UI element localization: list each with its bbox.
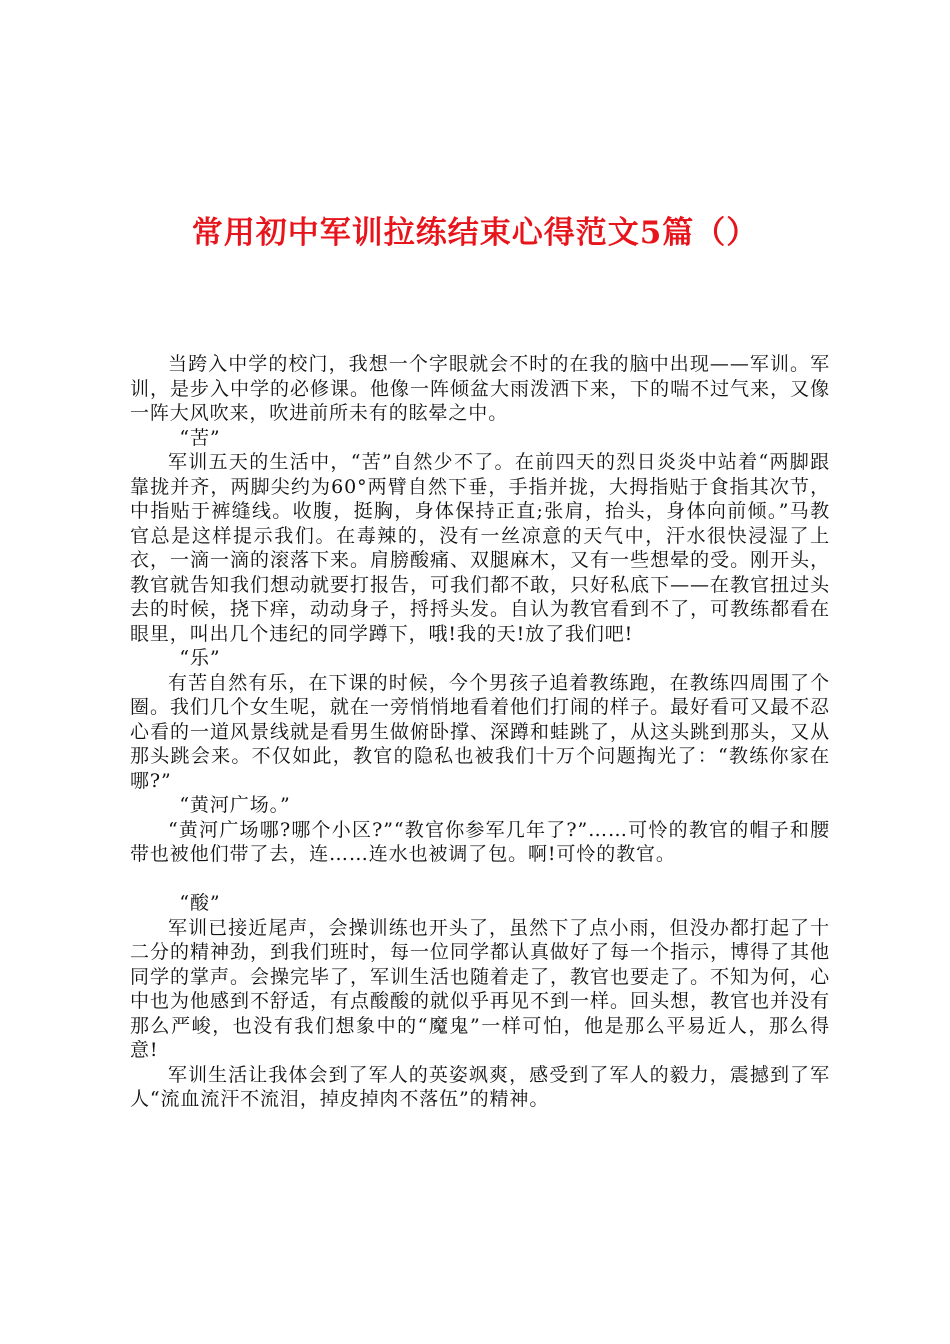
document-body: [130, 352, 830, 1112]
blank-line: [130, 867, 830, 892]
paragraph: “黄河广场哪?哪个小区?”“教官你参军几年了?”……可怜的教官的帽子和腰带也被他们带了去，连……连水也被调了包。啊!可怜的教官。: [130, 818, 830, 865]
paragraph: 当跨入中学的校门，我想一个字眼就会不时的在我的脑中出现——军训。军训，是步入中学的必修课。他像一阵倾盆大雨泼洒下来，下的喘不过气来，又像一阵大风吹来，吹进前所未有的眩晕之中。: [130, 353, 830, 424]
paragraph: 军训五天的生活中，“苦”自然少不了。在前四天的烈日炎炎中站着“两脚跟靠拢并齐，两脚尖约为60°两臂自然下垂，手指并拢，大拇指贴于食指其次节，中指贴于裤缝线。收腹，挺胸，身体保持正直;张肩，抬头，身体向前倾。”马教官总是这样提示我们。在毒辣的，没有一丝凉意的天气中，汗水很快浸湿了上衣，一滴一滴的滚落下来。肩膀酸痛、双腿麻木，又有一些想晕的受。刚开头，教官就告知我们想动就要打报告，可我们都不敢，只好私底下——在教官扭过头去的时候，挠下痒，动动身子，捋捋头发。自认为教官看到不了，可教练都看在眼里，叫出几个违纪的同学蹲下，哦!我的天!放了我们吧!: [130, 451, 830, 645]
section-heading-le: “乐”: [179, 647, 221, 669]
paragraph: 军训已接近尾声，会操训练也开头了，虽然下了点小雨，但没办都打起了十二分的精神劲，到我们班时，每一位同学都认真做好了每一个指示，博得了其他同学的掌声。会操完毕了，军训生活也随着走了，教官也要走了。不知为何，心中也为他感到不舒适，有点酸酸的就似乎再见不到一样。回头想，教官也并没有那么严峻，也没有我们想象中的“魔鬼”一样可怕，他是那么平易近人，那么得意!: [130, 916, 830, 1061]
section-heading-ku: “苦”: [179, 426, 221, 449]
section-heading-suan: “酸”: [179, 892, 221, 914]
paragraph: 有苦自然有乐，在下课的时候，今个男孩子追着教练跑，在教练四周围了个圈。我们几个女生呢，就在一旁悄悄地看着他们打闹的样子。最好看可又最不忍心看的一道风景线就是看男生做俯卧撑、深蹲和蛙跳了，从这头跳到那头，又从那头跳会来。不仅如此，教官的隐私也被我们十万个问题掏光了：“教练你家在哪?”: [130, 671, 830, 792]
paragraph: 军训生活让我体会到了军人的英姿飒爽，感受到了军人的毅力，震撼到了军人“流血流汗不流泪，掉皮掉肉不落伍”的精神。: [130, 1063, 830, 1110]
quote-line: “黄河广场。”: [179, 794, 291, 816]
document-title: 常用初中军训拉练结束心得范文5篇（）: [191, 215, 759, 251]
